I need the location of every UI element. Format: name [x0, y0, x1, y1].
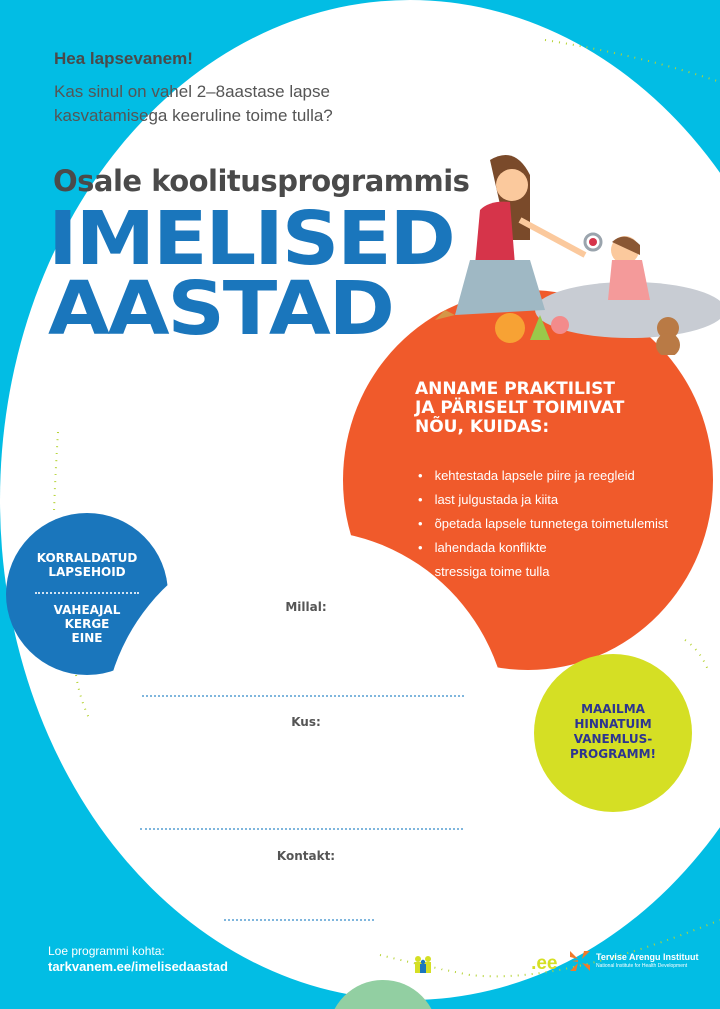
badge-line: VANEMLUS-: [573, 732, 653, 746]
contact-label: Kontakt:: [276, 849, 336, 863]
program-title: [48, 196, 454, 352]
mother-child-illustration: [430, 150, 720, 355]
benefit-line: VAHEAJAL: [53, 603, 121, 617]
title-line-2: AASTAD: [48, 266, 393, 352]
where-label: Kus:: [291, 715, 321, 729]
title-line-1: IMELISED: [48, 196, 454, 282]
tai-star-icon: [570, 951, 590, 971]
advice-heading-line: ANNAME PRAKTILIST: [415, 379, 616, 399]
family-icon: [414, 955, 432, 973]
badge-line: MAAILMA: [581, 702, 645, 716]
advice-heading: [415, 380, 675, 437]
footer-label: Loe programmi kohta:: [48, 944, 165, 958]
tai-logo[interactable]: [570, 951, 699, 971]
benefits-divider: [35, 592, 139, 594]
benefit-line: LAPSEHOID: [48, 565, 126, 579]
when-field[interactable]: [142, 695, 464, 697]
intro-question: Kas sinul on vahel 2–8aastase lapse kasvatamisega keeruline toime tulla?: [54, 82, 333, 125]
advice-list: [418, 464, 668, 584]
advice-item: • lahendada konflikte: [418, 536, 668, 560]
benefit-line: KERGE: [64, 617, 110, 631]
badge-text: [534, 702, 692, 762]
contact-field[interactable]: [224, 919, 374, 921]
subtitle: Osale koolitusprogrammis: [53, 164, 470, 198]
badge-line: HINNATUIM: [574, 717, 652, 731]
advice-item: • kehtestada lapsele piire ja reegleid: [418, 464, 668, 488]
badge-line: PROGRAMM!: [570, 747, 656, 761]
tarkvanem-logo-suffix: .ee: [531, 953, 558, 974]
footer-link[interactable]: tarkvanem.ee/imelisedaastad: [48, 959, 228, 974]
greeting: Hea lapsevanem!: [54, 49, 193, 68]
where-field[interactable]: [140, 828, 463, 830]
benefit-line: EINE: [71, 631, 103, 645]
tarkvanem-logo-main: tarkvanem: [436, 953, 532, 974]
advice-heading-line: NÕU, KUIDAS:: [415, 417, 550, 437]
tarkvanem-logo-text: [436, 953, 557, 975]
when-label: Millal:: [285, 600, 327, 614]
tai-subtitle: National Institute for Health Development: [596, 963, 688, 969]
advice-item: • last julgustada ja kiita: [418, 488, 668, 512]
childcare-benefit: [6, 551, 168, 579]
tarkvanem-logo[interactable]: [414, 953, 557, 975]
advice-item: • õpetada lapsele tunnetega toimetulemist: [418, 512, 668, 536]
advice-item: • stressiga toime tulla: [418, 560, 668, 584]
advice-heading-line: JA PÄRISELT TOIMIVAT: [415, 398, 625, 418]
benefit-line: KORRALDATUD: [36, 551, 138, 565]
tai-name: Tervise Arengu Instituut: [596, 952, 699, 962]
